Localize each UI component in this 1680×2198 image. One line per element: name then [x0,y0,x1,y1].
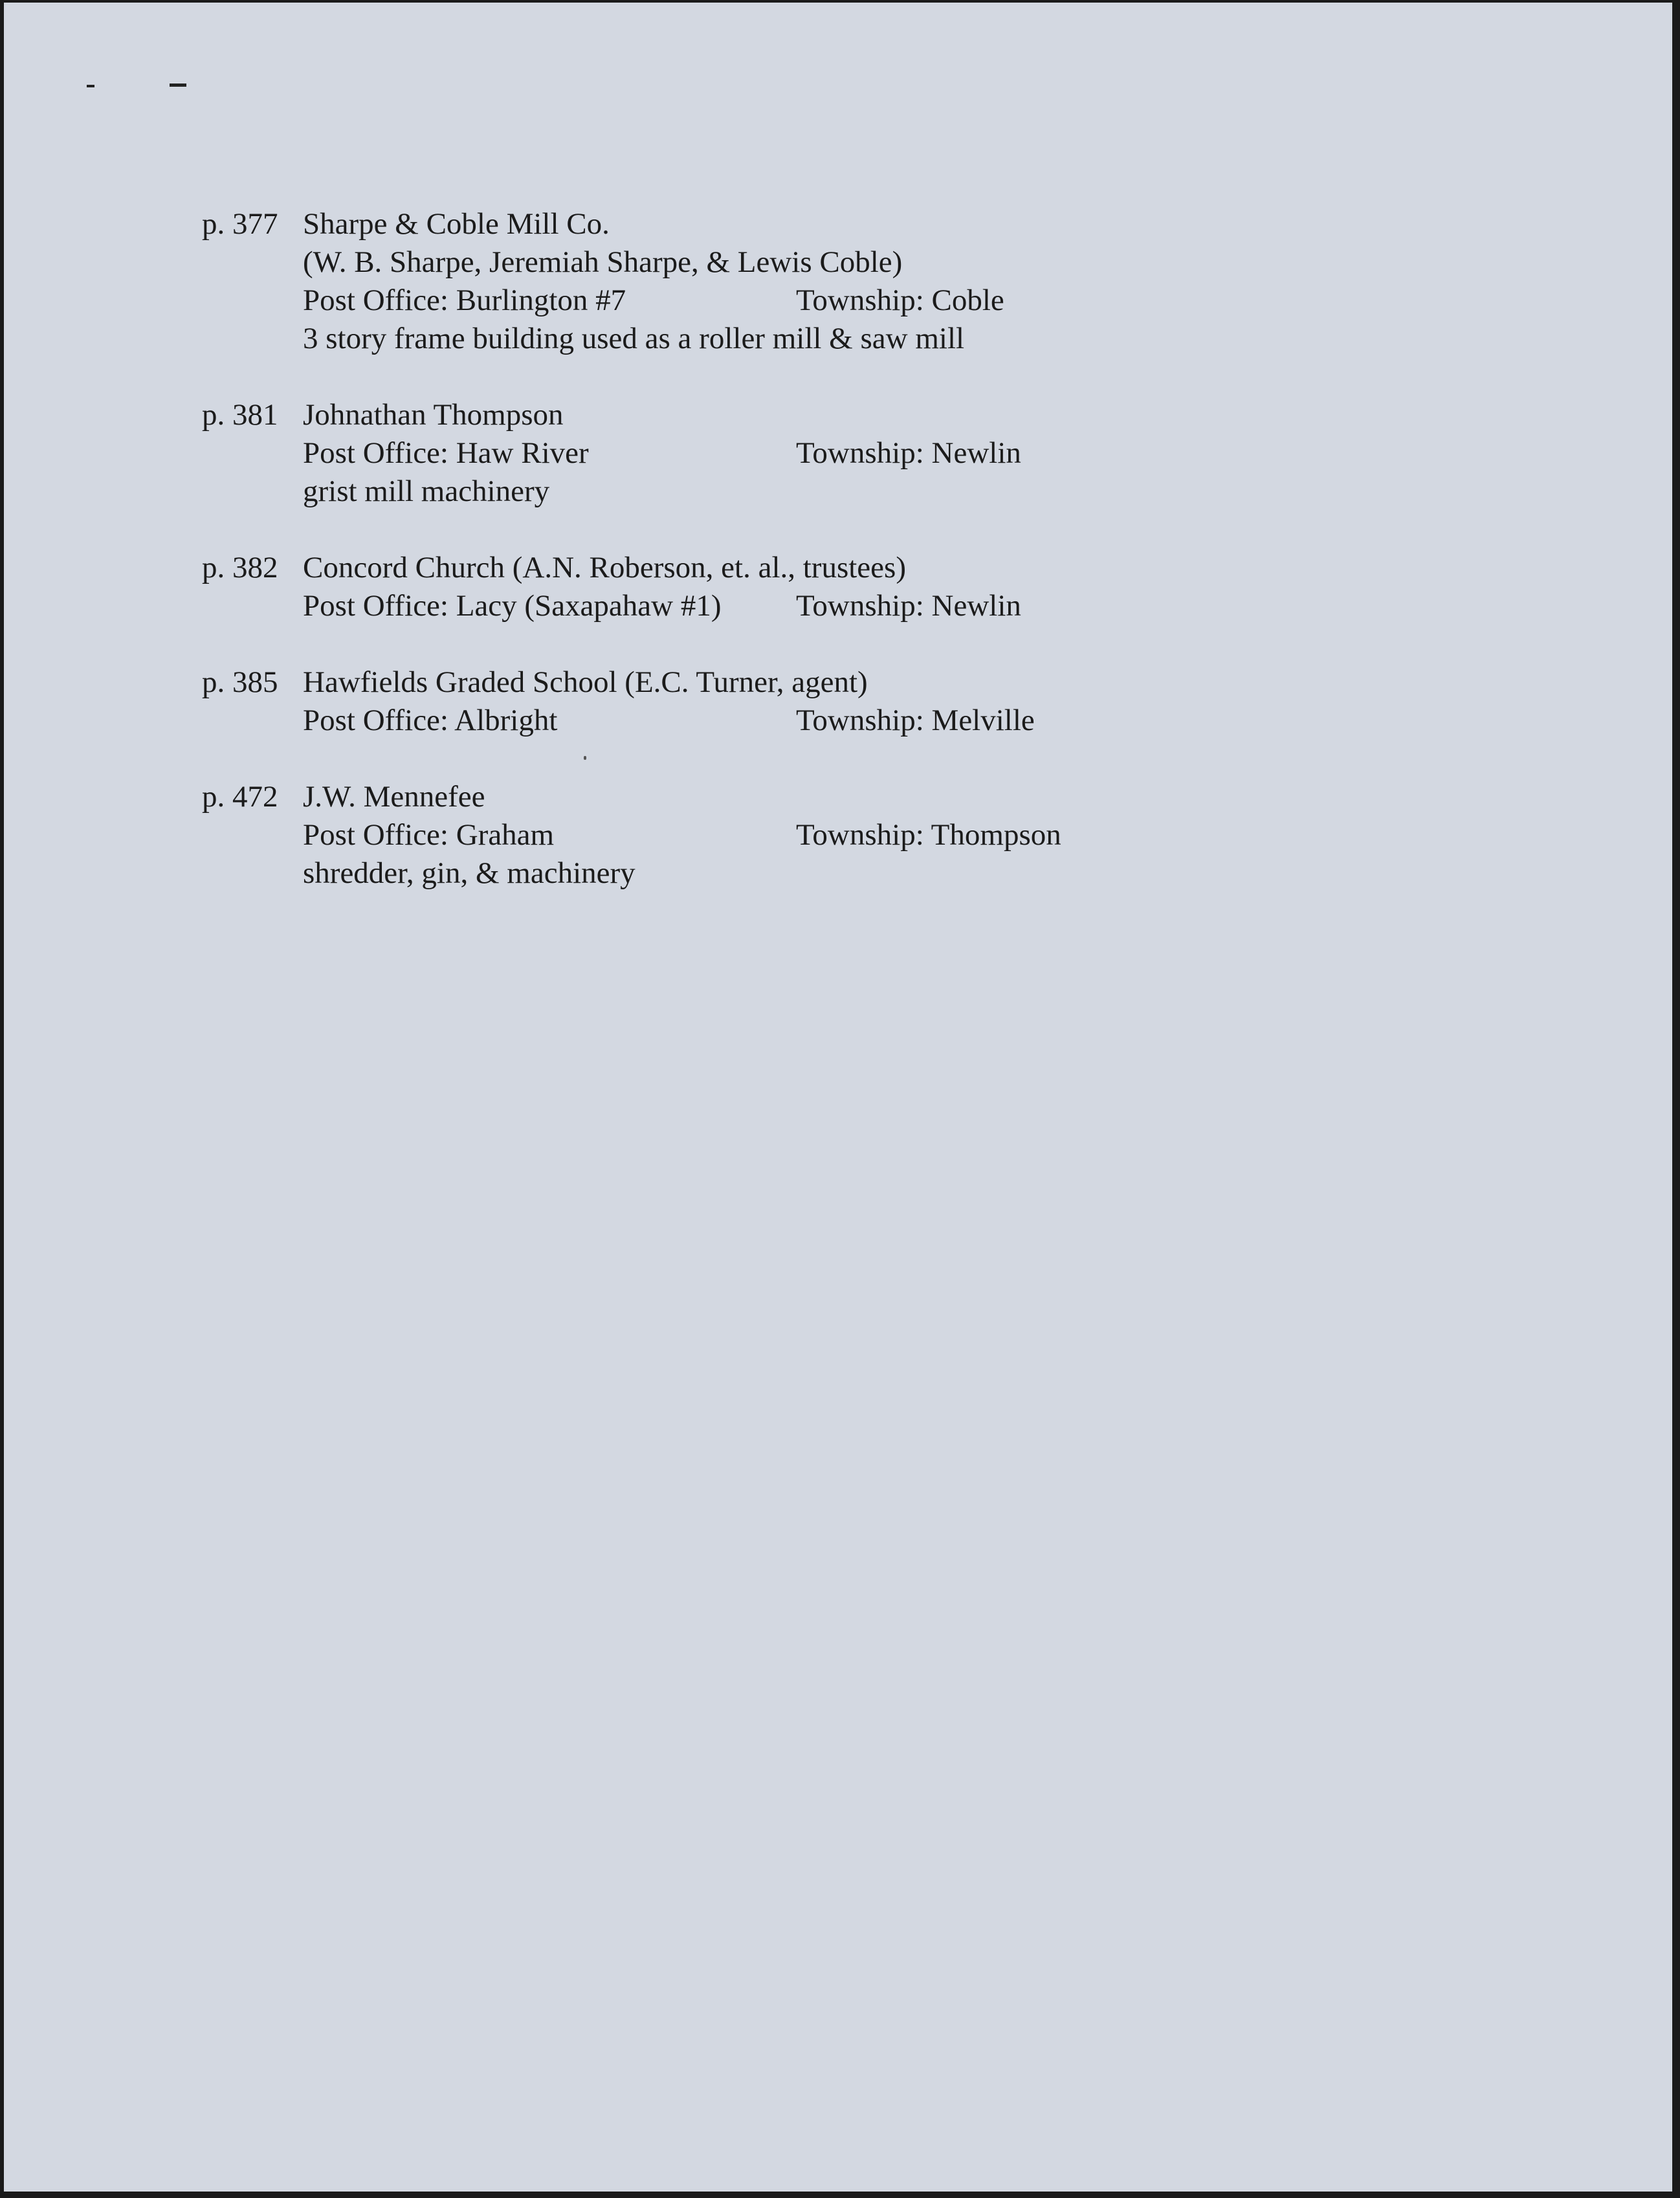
township: Township: Newlin [796,589,1021,623]
post-office: Post Office: Graham [303,818,555,852]
entry-name: Concord Church (A.N. Roberson, et. al., trustees) [303,551,906,584]
page-number: p. 377 [202,207,278,241]
township: Township: Newlin [796,436,1021,470]
page-number: p. 381 [202,398,278,432]
speck [584,756,586,760]
entry-description: 3 story frame building used as a roller mill & saw mill [303,322,965,355]
township: Township: Melville [796,704,1035,737]
scan-mark [170,83,186,87]
entry-description: grist mill machinery [303,474,550,508]
scan-mark [87,85,94,87]
township: Township: Coble [796,283,1004,317]
page-number: p. 385 [202,665,278,699]
entry-description: shredder, gin, & machinery [303,856,636,890]
post-office: Post Office: Burlington #7 [303,283,626,317]
post-office: Post Office: Haw River [303,436,589,470]
entry-name: Hawfields Graded School (E.C. Turner, agent) [303,665,868,699]
document-page [4,3,1672,2192]
entry-name: Johnathan Thompson [303,398,564,432]
entry-owners: (W. B. Sharpe, Jeremiah Sharpe, & Lewis Coble) [303,245,903,279]
page-number: p. 382 [202,551,278,584]
post-office: Post Office: Albright [303,704,558,737]
entry-name: J.W. Mennefee [303,780,485,814]
township: Township: Thompson [796,818,1061,852]
entry-name: Sharpe & Coble Mill Co. [303,207,610,241]
post-office: Post Office: Lacy (Saxapahaw #1) [303,589,722,623]
page-number: p. 472 [202,780,278,814]
